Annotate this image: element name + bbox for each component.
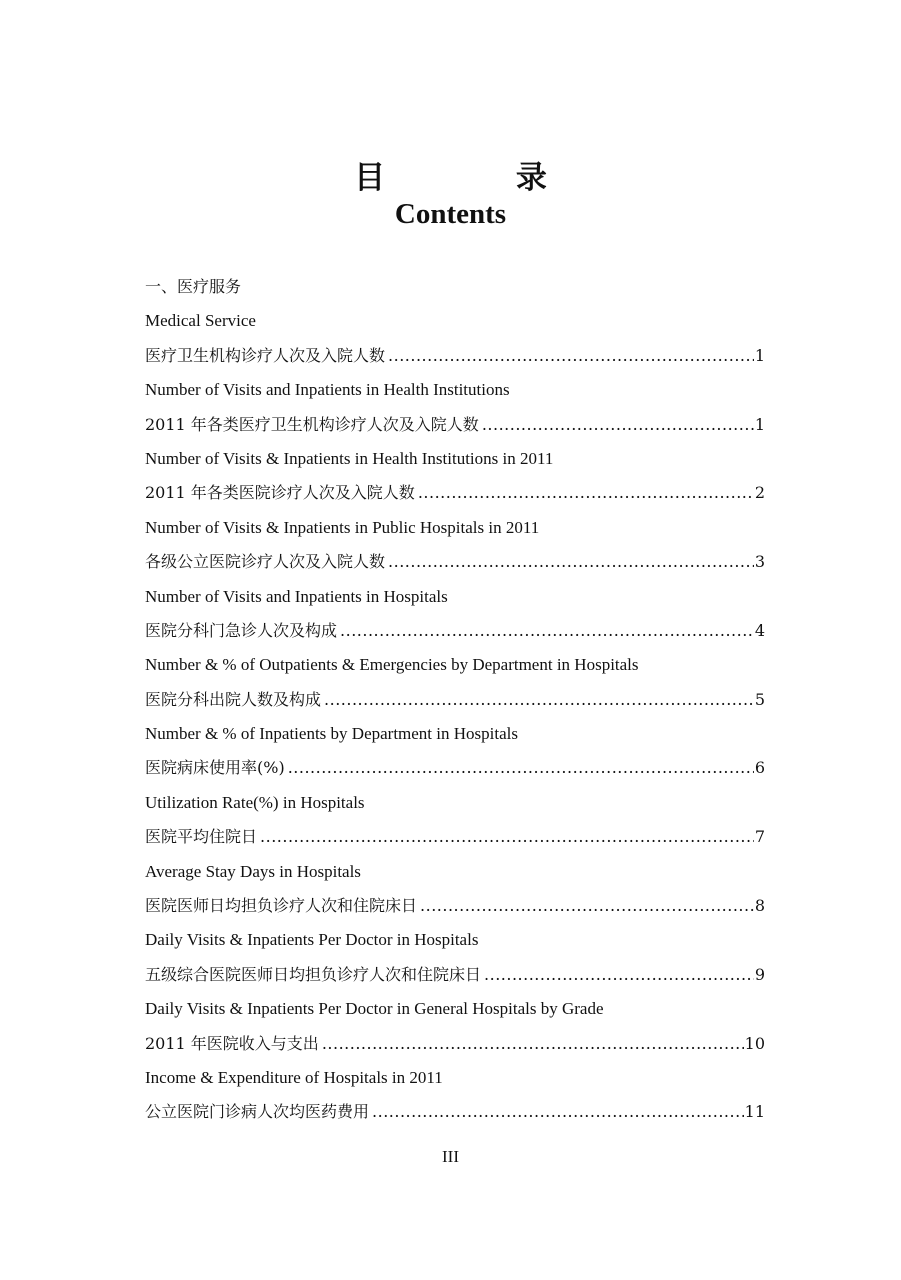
toc-entry-english: Utilization Rate(%) in Hospitals xyxy=(145,792,365,812)
dot-leader xyxy=(288,751,754,785)
toc-entry-title: 五级综合医院医师日均担负诊疗人次和住院床日 xyxy=(145,964,482,984)
toc-entry-english: Number of Visits & Inpatients in Public Hospitals in 2011 xyxy=(145,517,540,537)
dot-leader xyxy=(484,958,754,992)
toc-entry-title: 2011 年各类医院诊疗人次及入院人数 xyxy=(145,483,415,503)
toc-entry-english: Number of Visits and Inpatients in Health Institutions xyxy=(145,380,510,400)
toc-entry-english: Number & % of Outpatients & Emergencies by Department in Hospitals xyxy=(145,655,639,675)
toc-entry-english: Number & % of Inpatients by Department in Hospitals xyxy=(145,724,518,744)
toc-entry[interactable] xyxy=(145,1095,765,1129)
dot-leader xyxy=(324,683,754,717)
toc-entry[interactable] xyxy=(145,545,765,579)
section-heading-english: Medical Service xyxy=(145,311,256,331)
toc-entry-title: 医院分科门急诊人次及构成 xyxy=(145,620,338,640)
toc-entry[interactable] xyxy=(145,889,765,923)
dot-leader xyxy=(340,614,754,648)
dot-leader xyxy=(388,545,754,579)
toc-entry-page: 2 xyxy=(754,483,765,503)
toc-entry-page: 7 xyxy=(754,827,765,847)
toc-entry-page: 6 xyxy=(754,758,765,778)
dot-leader xyxy=(420,889,754,923)
toc-entry-english: Number of Visits & Inpatients in Health Institutions in 2011 xyxy=(145,448,554,468)
toc-entry-english: Average Stay Days in Hospitals xyxy=(145,861,361,881)
section-heading-chinese: 一、医疗服务 xyxy=(145,277,242,296)
toc-entry[interactable] xyxy=(145,958,765,992)
toc-entry[interactable] xyxy=(145,820,765,854)
toc-entry-english: Daily Visits & Inpatients Per Doctor in Hospitals xyxy=(145,930,479,950)
dot-leader xyxy=(260,820,754,854)
toc-entry-english: Number of Visits and Inpatients in Hospitals xyxy=(145,586,448,606)
toc-entry-title: 医院分科出院人数及构成 xyxy=(145,689,322,709)
toc-entry-english: Income & Expenditure of Hospitals in 2011 xyxy=(145,1067,443,1087)
toc-entry-title: 公立医院门诊病人次均医药费用 xyxy=(145,1102,370,1122)
toc-entry-title: 2011 年医院收入与支出 xyxy=(145,1033,319,1053)
toc-entry-page: 1 xyxy=(754,345,765,365)
toc-entry-title: 医院医师日均担负诊疗人次和住院床日 xyxy=(145,896,418,916)
toc-entry-page: 9 xyxy=(754,964,765,984)
toc-entry-title: 2011 年各类医疗卫生机构诊疗人次及入院人数 xyxy=(145,414,479,434)
toc-entry-page: 10 xyxy=(744,1033,765,1053)
dot-leader xyxy=(482,408,754,442)
dot-leader xyxy=(418,476,754,510)
toc-entry-page: 5 xyxy=(754,689,765,709)
page-title-chinese: 目 录 xyxy=(354,160,607,196)
toc-entry-page: 1 xyxy=(754,414,765,434)
toc-entry[interactable] xyxy=(145,683,765,717)
toc-entry[interactable] xyxy=(145,614,765,648)
toc-entry[interactable] xyxy=(145,1027,765,1061)
toc-entry-page: 4 xyxy=(754,620,765,640)
toc-entry[interactable] xyxy=(145,751,765,785)
toc-entry-title: 医院平均住院日 xyxy=(145,827,258,847)
dot-leader xyxy=(372,1095,744,1129)
toc-entry[interactable] xyxy=(145,476,765,510)
toc-entry[interactable] xyxy=(145,408,765,442)
toc-entry-title: 医院病床使用率(%) xyxy=(145,758,285,778)
toc-entry-page: 3 xyxy=(754,552,765,572)
toc-entry-title: 医疗卫生机构诊疗人次及入院人数 xyxy=(145,345,386,365)
toc-entry-english: Daily Visits & Inpatients Per Doctor in General Hospitals by Grade xyxy=(145,999,604,1019)
page-number: III xyxy=(442,1147,459,1166)
toc-entry-title: 各级公立医院诊疗人次及入院人数 xyxy=(145,552,386,572)
dot-leader xyxy=(388,339,754,373)
toc-entry-page: 8 xyxy=(754,896,765,916)
dot-leader xyxy=(322,1027,744,1061)
table-of-contents xyxy=(145,270,765,1130)
toc-entry-page: 11 xyxy=(744,1102,765,1122)
toc-entry[interactable] xyxy=(145,339,765,373)
page-title-english: Contents xyxy=(394,198,507,230)
